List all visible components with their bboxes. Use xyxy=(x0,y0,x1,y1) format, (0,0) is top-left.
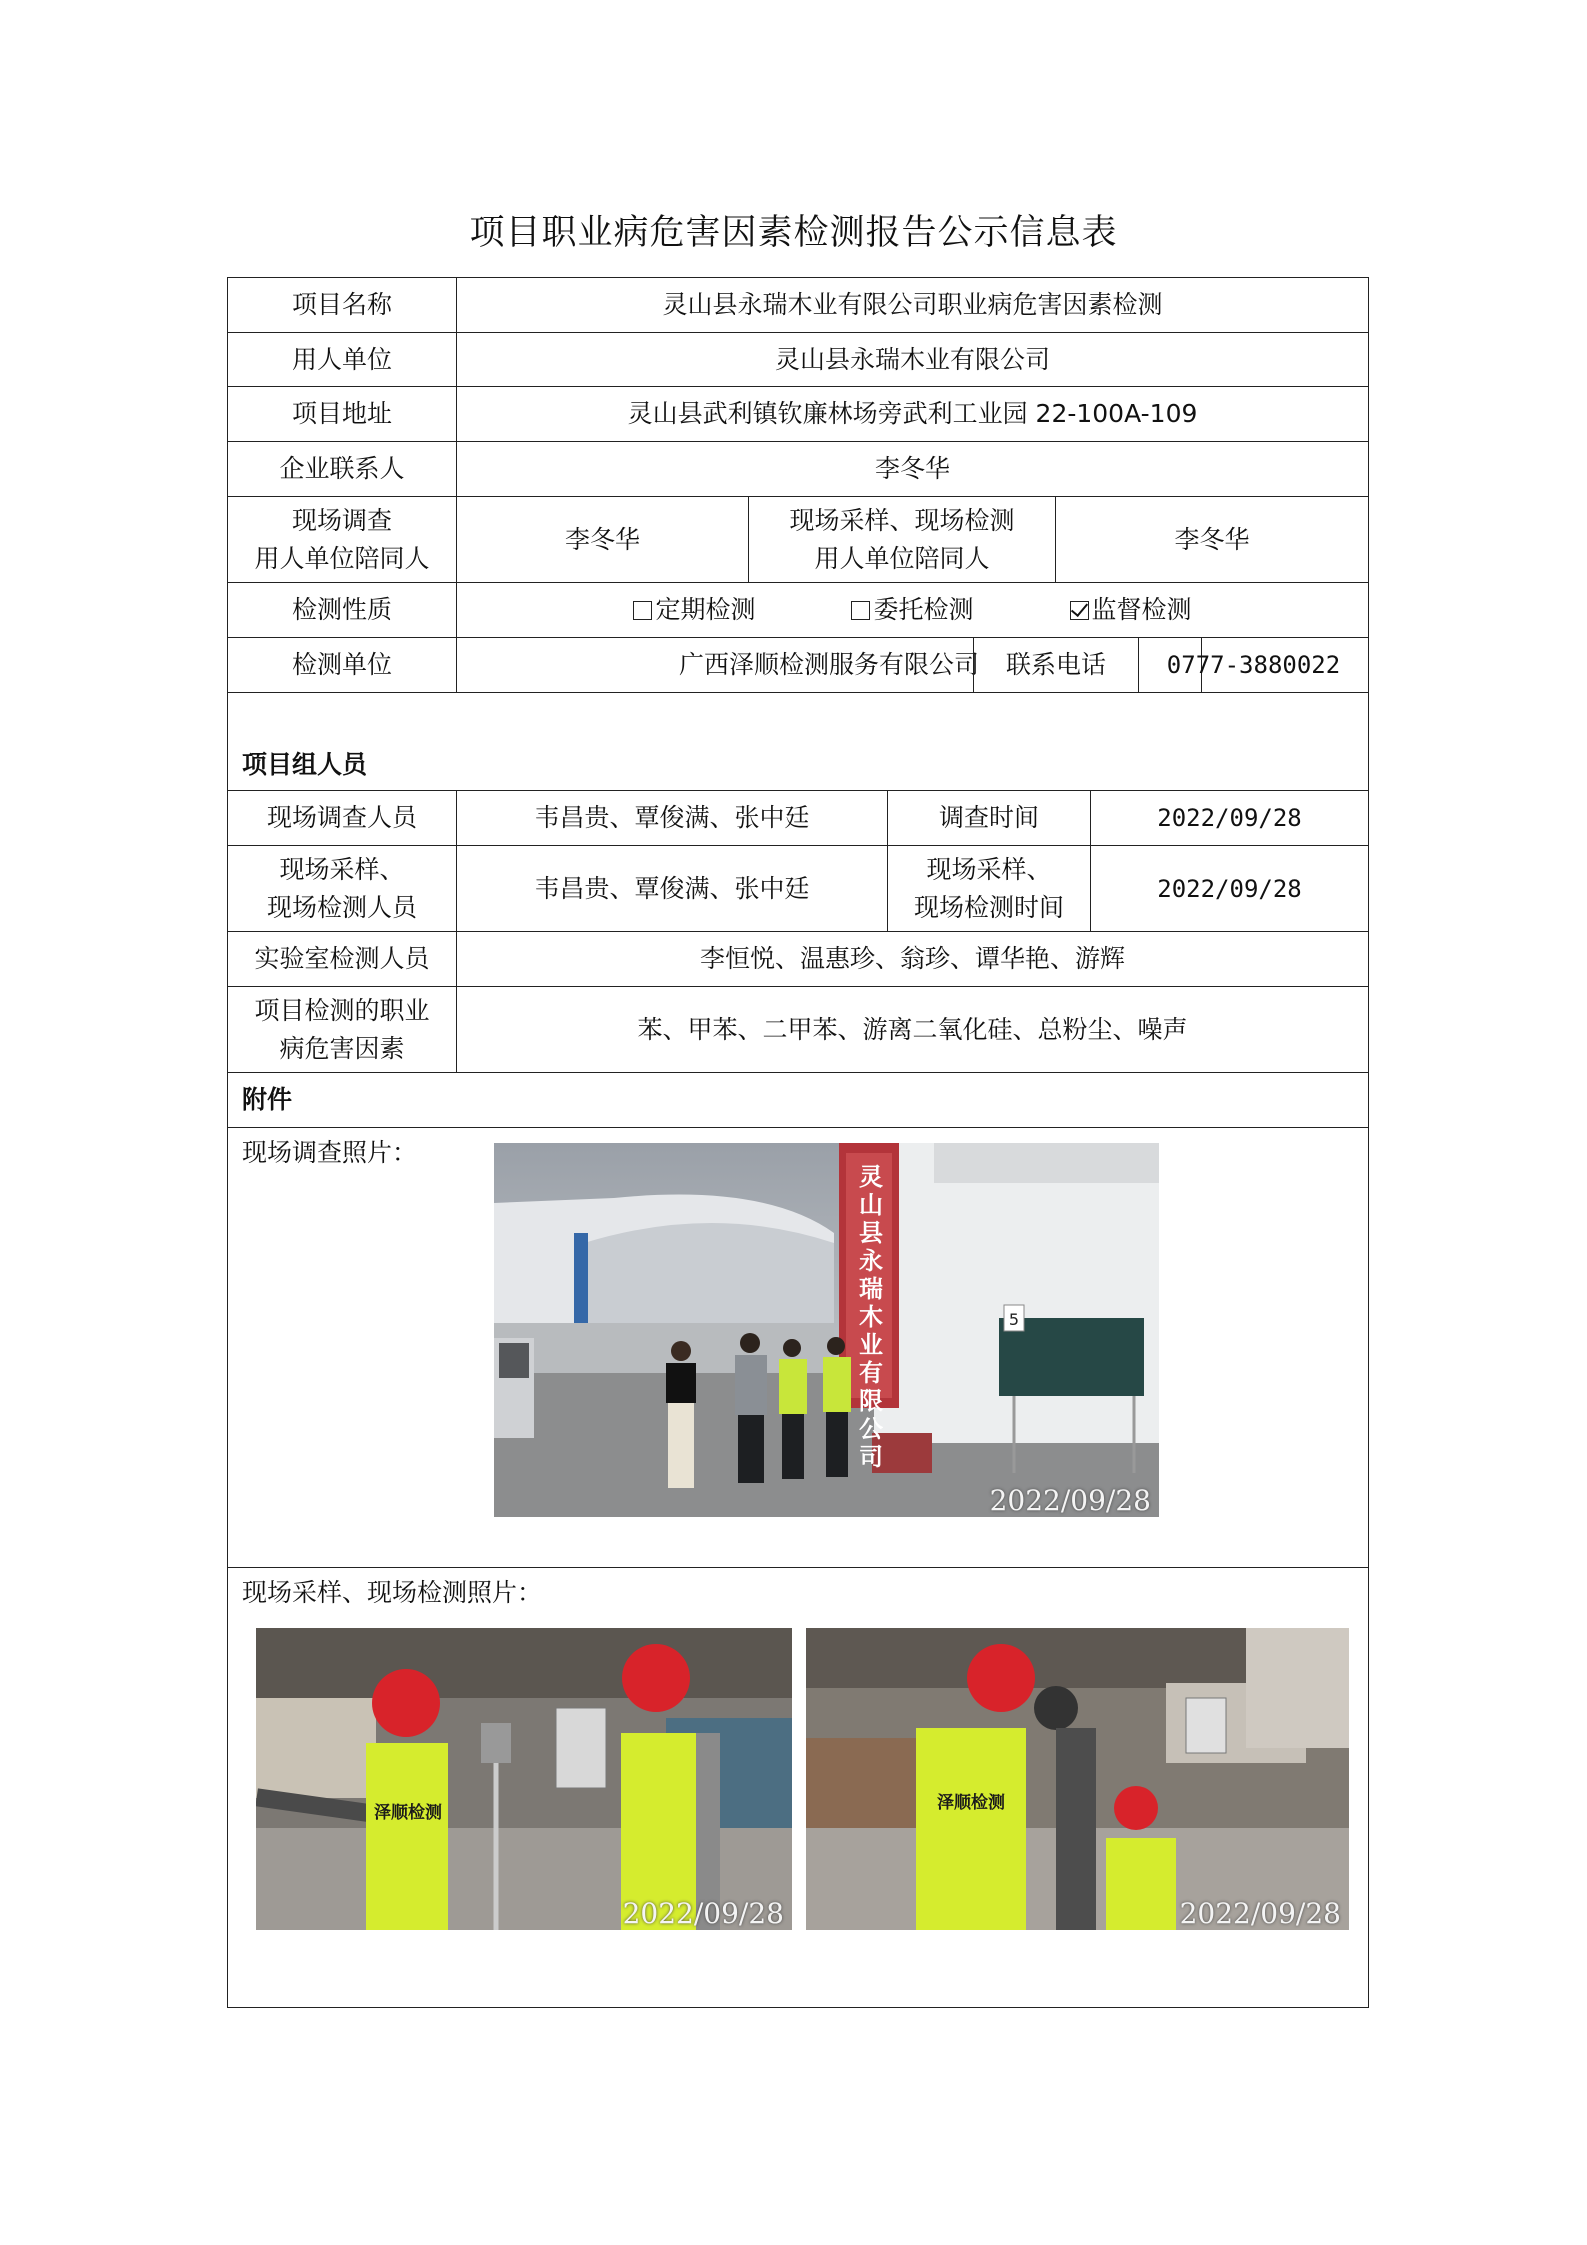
option-supervisory-label: 监督检测 xyxy=(1091,595,1192,624)
employer-value: 灵山县永瑞木业有限公司 xyxy=(457,333,1368,387)
survey-photo-sign-text: 灵山县永瑞木业有限公司 xyxy=(859,1163,883,1471)
sampling-photo-1-illustration xyxy=(256,1628,792,1930)
sampling-photo-label: 现场采样、现场检测照片： xyxy=(242,1578,543,1607)
project-name-value: 灵山县永瑞木业有限公司职业病危害因素检测 xyxy=(457,278,1368,333)
hazards-label xyxy=(228,987,457,1073)
attachments-heading: 附件 xyxy=(228,1073,1368,1128)
survey-photo-illustration xyxy=(494,1143,1159,1517)
survey-photo xyxy=(494,1143,1159,1517)
sampling-escort-label-line2: 用人单位陪同人 xyxy=(814,543,990,573)
contact-label: 企业联系人 xyxy=(228,442,457,497)
nature-options xyxy=(457,583,1368,638)
sampling-time-label xyxy=(888,846,1091,932)
option-periodic-label: 定期检测 xyxy=(655,595,756,624)
agency-value: 广西泽顺检测服务有限公司 xyxy=(457,638,1202,693)
sampling-escort-label xyxy=(749,497,1056,583)
sampling-time-value: 2022/09/28 xyxy=(1091,846,1368,932)
survey-escort-label-line1: 现场调查 xyxy=(291,505,392,535)
option-entrusted xyxy=(851,591,973,629)
survey-photo-label: 现场调查照片： xyxy=(242,1138,418,1167)
survey-staff-value: 韦昌贵、覃俊满、张中廷 xyxy=(457,791,888,846)
sampling-photo-2-date: 2022/09/28 xyxy=(1179,1897,1341,1930)
sampling-staff-label xyxy=(228,846,457,932)
survey-photo-date: 2022/09/28 xyxy=(989,1484,1151,1517)
door-number: 5 xyxy=(1008,1310,1020,1329)
option-entrusted-label: 委托检测 xyxy=(873,595,974,624)
address-value: 灵山县武利镇钦廉林场旁武利工业园 22-100A-109 xyxy=(457,387,1368,442)
team-heading: 项目组人员 xyxy=(228,693,1368,791)
survey-time-label: 调查时间 xyxy=(888,791,1091,846)
checkbox-periodic xyxy=(633,601,652,620)
sampling-staff-label-line2: 现场检测人员 xyxy=(266,892,417,922)
sampling-photo-2-illustration xyxy=(806,1628,1349,1930)
option-periodic xyxy=(633,591,755,629)
survey-escort-label xyxy=(228,497,457,583)
hazards-label-line1: 项目检测的职业 xyxy=(254,995,430,1025)
survey-staff-label: 现场调查人员 xyxy=(228,791,457,846)
sampling-staff-value: 韦昌贵、覃俊满、张中廷 xyxy=(457,846,888,932)
survey-escort-label-line2: 用人单位陪同人 xyxy=(254,543,430,573)
phone-label: 联系电话 xyxy=(973,638,1139,693)
checkbox-entrusted xyxy=(851,601,870,620)
sampling-time-label-line1: 现场采样、 xyxy=(926,854,1052,884)
project-name-label: 项目名称 xyxy=(228,278,457,333)
sampling-photo-2 xyxy=(806,1628,1349,1930)
survey-photo-sign xyxy=(848,1163,894,1471)
sampling-photo-1-date: 2022/09/28 xyxy=(622,1897,784,1930)
agency-label: 检测单位 xyxy=(228,638,457,693)
sampling-photo-1-vest-text: 泽顺检测 xyxy=(374,1803,442,1823)
sampling-escort-label-line1: 现场采样、现场检测 xyxy=(789,505,1015,535)
lab-staff-value: 李恒悦、温惠珍、翁珍、谭华艳、游辉 xyxy=(457,932,1368,987)
sampling-photo-1 xyxy=(256,1628,792,1930)
address-label: 项目地址 xyxy=(228,387,457,442)
sampling-staff-label-line1: 现场采样、 xyxy=(279,854,405,884)
option-supervisory xyxy=(1070,591,1192,629)
sampling-escort-value: 李冬华 xyxy=(1056,497,1368,583)
employer-label: 用人单位 xyxy=(228,333,457,387)
sampling-photo-2-vest-text: 泽顺检测 xyxy=(937,1793,1005,1813)
nature-label: 检测性质 xyxy=(228,583,457,638)
lab-staff-label: 实验室检测人员 xyxy=(228,932,457,987)
survey-time-value: 2022/09/28 xyxy=(1091,791,1368,846)
survey-escort-value: 李冬华 xyxy=(457,497,749,583)
sampling-time-label-line2: 现场检测时间 xyxy=(913,892,1064,922)
checkbox-supervisory xyxy=(1070,601,1089,620)
hazards-value: 苯、甲苯、二甲苯、游离二氧化硅、总粉尘、噪声 xyxy=(457,987,1368,1073)
contact-value: 李冬华 xyxy=(457,442,1368,497)
phone-value: 0777-3880022 xyxy=(1139,638,1368,693)
document-title: 项目职业病危害因素检测报告公示信息表 xyxy=(469,213,1118,253)
hazards-label-line2: 病危害因素 xyxy=(279,1033,405,1063)
